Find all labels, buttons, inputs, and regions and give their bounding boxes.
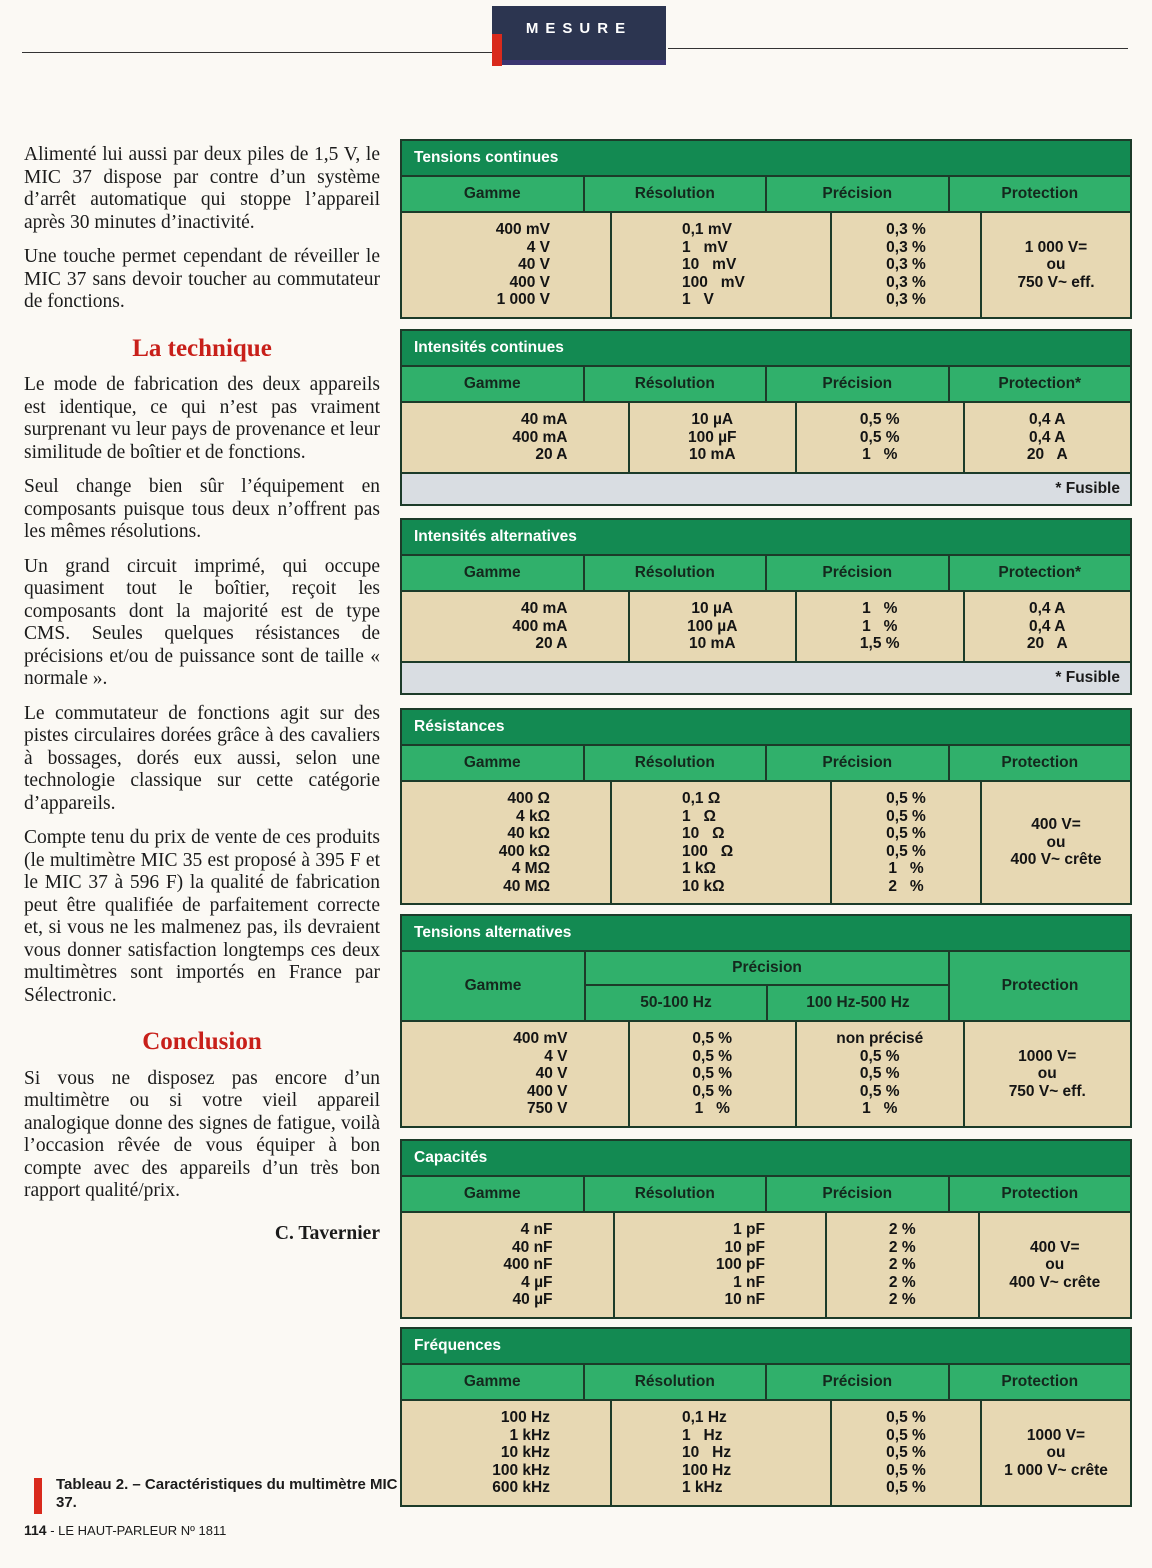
table-frequency — [400, 1327, 1132, 1507]
value: ou — [1037, 1065, 1057, 1082]
value: 4 nF — [520, 1221, 553, 1238]
value: 0,4 A — [1029, 617, 1066, 635]
table-ac-voltage — [400, 914, 1132, 1128]
precision-cell — [795, 403, 963, 472]
value: 10 Hz — [682, 1444, 732, 1461]
table-title: Fréquences — [402, 1329, 1130, 1365]
value: 10 mA — [688, 635, 736, 652]
value: 400 mV — [513, 1030, 568, 1047]
caption-accent — [34, 1478, 42, 1514]
col-header: Gamme — [464, 977, 522, 994]
table-ac-current — [400, 518, 1132, 695]
value: 0,5 % — [886, 825, 926, 842]
protection-cell — [963, 592, 1131, 661]
value: 4 MΩ — [511, 860, 550, 877]
precision-cell — [825, 1213, 978, 1317]
col-header: 50-100 Hz — [584, 986, 766, 1020]
resolution-cell — [610, 1401, 830, 1505]
value: 10 mA — [688, 446, 736, 463]
col-header: Résolution — [583, 1177, 766, 1211]
value: 0,5 % — [692, 1030, 733, 1047]
value: ou — [1046, 1444, 1066, 1461]
table-body — [402, 213, 1130, 317]
gamme-cell — [402, 213, 610, 317]
value: 400 mA — [512, 617, 568, 635]
value: 1 % — [694, 1100, 730, 1117]
value: 0,3 % — [886, 291, 926, 308]
value: 0,4 A — [1029, 600, 1066, 617]
gamme-cell — [402, 1401, 610, 1505]
value: 750 V~ eff. — [1008, 1082, 1086, 1100]
col-header: Protection — [948, 177, 1131, 211]
table-body — [402, 782, 1130, 903]
value: 0,1 Hz — [682, 1409, 727, 1426]
gamme-cell — [402, 1213, 613, 1317]
value: 0,3 % — [886, 256, 926, 273]
precision-cell — [830, 213, 980, 317]
value: 0,1 mV — [682, 221, 732, 238]
table-dc-voltage — [400, 139, 1132, 319]
section-tag-strip — [502, 60, 666, 65]
value: 40 V — [518, 256, 550, 273]
precision-50-100-cell — [628, 1022, 796, 1126]
value: 0,4 A — [1029, 411, 1066, 428]
protection-cell — [980, 782, 1130, 903]
value: 1 kHz — [509, 1426, 550, 1444]
gamme-cell — [402, 592, 628, 661]
table-header-row — [402, 1177, 1130, 1213]
value: 1 mV — [682, 238, 728, 256]
value: 10 mV — [682, 256, 737, 273]
col-header: Protection* — [948, 367, 1131, 401]
value: 400 V= — [1029, 1238, 1080, 1256]
value: 40 MΩ — [503, 877, 550, 895]
table-body — [402, 1022, 1130, 1126]
col-header: Résolution — [583, 1365, 766, 1399]
table-title: Intensités continues — [402, 331, 1130, 367]
gamme-cell — [402, 782, 610, 903]
value: 600 kHz — [492, 1479, 550, 1496]
value: 10 kΩ — [682, 877, 725, 895]
protection-cell — [963, 403, 1131, 472]
paragraph: Le commutateur de fonctions agit sur des pistes circulaires dorées grâce à des cavaliers à bossages, dorés eux aussi, selon une technologie classique sur cette catégorie d’appareils. — [24, 702, 380, 814]
value: ou — [1046, 256, 1066, 273]
value: 0,3 % — [886, 273, 926, 291]
col-header: Gamme — [463, 1373, 521, 1390]
value: 100 Ω — [682, 842, 734, 860]
value: 0,5 % — [886, 1409, 926, 1426]
protection-cell — [980, 1401, 1130, 1505]
value: 100 µF — [687, 428, 737, 446]
header-rule-right — [668, 48, 1128, 49]
value: 20 A — [1026, 635, 1068, 652]
value: 1 Ω — [682, 807, 716, 825]
col-header: Protection — [948, 1365, 1131, 1399]
publication-name: - LE HAUT-PARLEUR Nº 1811 — [46, 1523, 227, 1538]
value: 20 A — [535, 446, 568, 463]
table-body — [402, 592, 1130, 661]
col-header: Précision — [765, 177, 948, 211]
value: 0,4 A — [1029, 428, 1066, 446]
col-header: Résolution — [583, 177, 766, 211]
paragraph: Alimenté lui aussi par deux piles de 1,5 V, le MIC 37 dispose par contre d’un système d’arrêt automatique qui stoppe l’appareil après 30 minutes d’inactivité. — [24, 144, 380, 233]
article-column — [24, 144, 380, 1257]
value: 0,5 % — [859, 1065, 900, 1082]
section-tag-accent — [492, 34, 502, 66]
col-header: Précision — [765, 1365, 948, 1399]
value: 400 V~ crête — [1010, 851, 1102, 869]
value: 0,5 % — [886, 1479, 926, 1496]
table-header-row — [402, 367, 1130, 403]
value: 0,5 % — [692, 1065, 733, 1082]
page-footer — [24, 1522, 226, 1538]
value: ou — [1045, 1256, 1065, 1273]
col-header: Résolution — [583, 746, 766, 780]
value: 1000 V= — [1026, 1426, 1086, 1444]
value: 10 µA — [691, 600, 734, 617]
gamme-cell — [402, 403, 628, 472]
table-header-grid — [402, 952, 1130, 1022]
value: 4 V — [544, 1047, 568, 1065]
resolution-cell — [610, 213, 830, 317]
paragraph: Si vous ne disposez pas encore d’un multimètre ou si votre vieil appareil analogique donne des signes de fatigue, voilà l’occasion rêvée de vous équiper à bon compte avec des appareils d’un très bon rapport qualité/prix. — [24, 1067, 380, 1201]
value: 0,5 % — [692, 1082, 733, 1100]
gamme-cell — [402, 1022, 628, 1126]
precision-cell — [830, 782, 980, 903]
value: 10 nF — [724, 1291, 765, 1308]
value: 40 V — [535, 1065, 568, 1082]
value: 100 Hz — [682, 1461, 732, 1479]
value: 4 V — [526, 238, 550, 256]
value: 0,5 % — [859, 1082, 900, 1100]
value: 1 % — [862, 600, 898, 617]
value: 10 Ω — [682, 825, 725, 842]
protection-cell — [963, 1022, 1131, 1126]
value: 1 kHz — [682, 1479, 723, 1496]
value: 0,5 % — [886, 807, 926, 825]
col-header: Gamme — [463, 185, 521, 202]
value: 1000 V= — [1018, 1047, 1077, 1065]
table-title: Tensions alternatives — [402, 916, 1130, 952]
header-rule-left — [22, 52, 492, 53]
value: 1,5 % — [859, 635, 900, 652]
value: 0,5 % — [886, 1461, 926, 1479]
value: 750 V — [526, 1100, 568, 1117]
col-header: Résolution — [583, 367, 766, 401]
value: 400 V — [509, 273, 550, 291]
paragraph: Une touche permet cependant de réveiller le MIC 37 sans devoir toucher au commutateur de fonctions. — [24, 246, 380, 312]
value: 2 % — [888, 1256, 916, 1273]
value: 0,1 Ω — [682, 790, 721, 807]
value: 1 V — [682, 291, 714, 308]
page-number: 114 — [24, 1522, 47, 1538]
resolution-cell — [628, 403, 796, 472]
precision-cell — [830, 1401, 980, 1505]
table-body — [402, 1213, 1130, 1317]
value: 400 kΩ — [498, 842, 550, 860]
table-dc-current — [400, 329, 1132, 506]
value: 400 mA — [512, 428, 568, 446]
value: 0,5 % — [692, 1047, 733, 1065]
precision-cell — [795, 592, 963, 661]
table-header-row — [402, 556, 1130, 592]
value: 0,5 % — [886, 842, 926, 860]
value: 400 V~ crête — [1009, 1273, 1101, 1291]
col-header: Protection* — [948, 556, 1131, 590]
value: 1 000 V~ crête — [1004, 1461, 1108, 1479]
col-header: Gamme — [463, 754, 521, 771]
table-resistance — [400, 708, 1132, 905]
value: 0,5 % — [859, 411, 900, 428]
col-header: Précision — [765, 556, 948, 590]
value: 40 µF — [512, 1291, 553, 1308]
value: 1 000 V= — [1024, 238, 1088, 256]
value: 0,5 % — [886, 790, 926, 807]
table-title: Résistances — [402, 710, 1130, 746]
heading-technique: La technique — [132, 334, 272, 362]
value: 100 pF — [715, 1256, 765, 1273]
value: 100 kHz — [492, 1461, 550, 1479]
value: 10 pF — [724, 1238, 765, 1256]
value: 0,5 % — [886, 1426, 926, 1444]
value: 20 A — [535, 635, 568, 652]
value: 100 Hz — [500, 1409, 550, 1426]
value: 4 µF — [521, 1273, 553, 1291]
value: 2 % — [888, 1291, 916, 1308]
section-tag — [492, 6, 666, 60]
paragraph: Compte tenu du prix de vente de ces produits (le multimètre MIC 35 est proposé à 395 F et le MIC 37 à 596 F) la qualité de fabrication peut être qualifiée de parfaitement correcte et, si vous ne les malmenez pas, ils devraient vous donner satisfaction longtemps ces deux multimètres sont importés en France par Sélectronic. — [24, 827, 380, 1006]
value: 1 pF — [733, 1221, 765, 1238]
value: 40 nF — [512, 1238, 553, 1256]
value: 2 % — [888, 1238, 916, 1256]
col-header: Résolution — [583, 556, 766, 590]
precision-100-500-cell — [795, 1022, 963, 1126]
col-header: Protection — [948, 1177, 1131, 1211]
value: 100 µA — [687, 617, 738, 635]
caption-text: Tableau 2. – Caractéristiques du multimètre MIC 37. — [56, 1476, 398, 1511]
value: 2 % — [888, 877, 924, 895]
value: 1 nF — [733, 1273, 765, 1291]
col-header: Gamme — [463, 375, 521, 392]
value: 400 V= — [1031, 816, 1081, 834]
value: 400 nF — [503, 1256, 553, 1273]
heading-conclusion: Conclusion — [142, 1028, 262, 1055]
value: 1 % — [862, 617, 898, 635]
col-header: Précision — [765, 1177, 948, 1211]
value: 4 kΩ — [516, 807, 550, 825]
value: 1 Hz — [682, 1426, 723, 1444]
value: 2 % — [888, 1221, 916, 1238]
resolution-cell — [610, 782, 830, 903]
table-caption — [34, 1476, 406, 1512]
value: 40 mA — [520, 411, 568, 428]
col-header-group: Précision — [584, 952, 948, 986]
paragraph: Le mode de fabrication des deux appareils est identique, ce qui n’est pas vraiment surprenant vu leur pays de provenance et leur similitude de boîtier et de fonctions. — [24, 374, 380, 463]
value: 40 kΩ — [507, 825, 550, 842]
value: 2 % — [888, 1273, 916, 1291]
value: 1 kΩ — [682, 860, 716, 877]
protection-cell — [980, 213, 1130, 317]
table-title: Tensions continues — [402, 141, 1130, 177]
table-header-row — [402, 746, 1130, 782]
value: 1 % — [862, 1100, 898, 1117]
value: 40 mA — [520, 600, 568, 617]
resolution-cell — [628, 592, 796, 661]
value: 10 µA — [691, 411, 734, 428]
table-title: Capacités — [402, 1141, 1130, 1177]
value: 100 mV — [682, 273, 745, 291]
value: 0,3 % — [886, 221, 926, 238]
paragraph: Seul change bien sûr l’équipement en composants puisque tous deux n’offrent pas les mêmes résolutions. — [24, 476, 380, 542]
section-label: MESURE — [525, 20, 633, 37]
value: 400 V — [526, 1082, 568, 1100]
value: 400 mV — [495, 221, 550, 238]
col-header: Précision — [765, 367, 948, 401]
value: 0,3 % — [886, 238, 926, 256]
table-header-row — [402, 1365, 1130, 1401]
resolution-cell — [613, 1213, 826, 1317]
col-header: 100 Hz-500 Hz — [766, 986, 948, 1020]
col-header: Protection — [948, 746, 1131, 780]
table-title: Intensités alternatives — [402, 520, 1130, 556]
col-header: Protection — [948, 952, 1130, 1020]
table-footnote: * Fusible — [402, 661, 1130, 693]
value: ou — [1046, 833, 1066, 851]
col-header: Précision — [765, 746, 948, 780]
col-header: Gamme — [463, 1185, 521, 1202]
value: 20 A — [1026, 446, 1068, 463]
paragraph: Un grand circuit imprimé, qui occupe quasiment tout le boîtier, reçoit les composants dont la majorité est de type CMS. Seules quelques résistances de précisions et/ou de puissance sont de taille « normale ». — [24, 555, 380, 689]
value: 0,5 % — [859, 428, 900, 446]
value: 0,5 % — [886, 1444, 926, 1461]
author: C. Tavernier — [274, 1222, 380, 1244]
table-capacitance — [400, 1139, 1132, 1319]
table-footnote: * Fusible — [402, 472, 1130, 504]
value: 10 kHz — [500, 1444, 550, 1461]
table-body — [402, 403, 1130, 472]
value: 1 000 V — [496, 291, 550, 308]
value: 400 Ω — [507, 790, 550, 807]
table-header-row — [402, 177, 1130, 213]
protection-cell — [978, 1213, 1131, 1317]
value: 1 % — [862, 446, 898, 463]
table-body — [402, 1401, 1130, 1505]
col-header: Gamme — [463, 564, 521, 581]
value: 0,5 % — [859, 1047, 900, 1065]
value: 1 % — [888, 860, 924, 877]
value: 750 V~ eff. — [1017, 273, 1095, 291]
value: non précisé — [836, 1030, 924, 1047]
